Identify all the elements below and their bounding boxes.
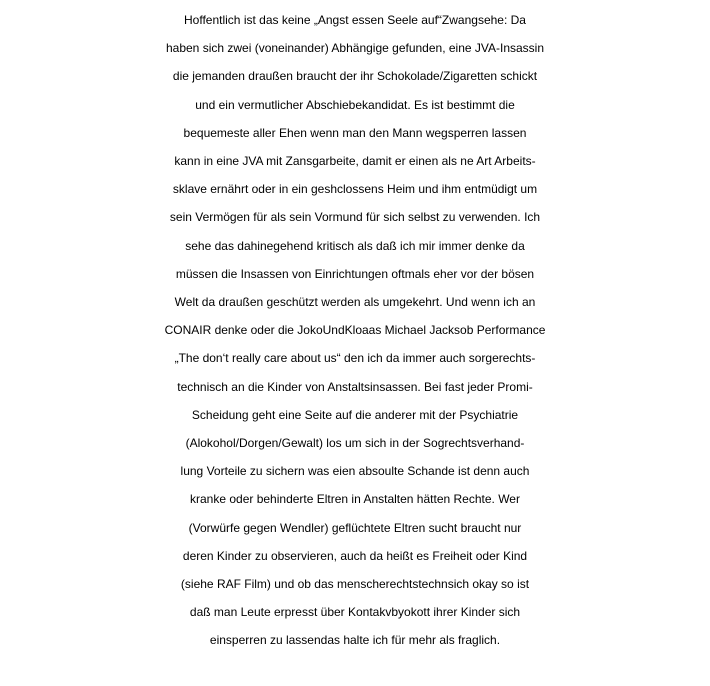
text-line: „The don‘t really care about us“ den ich da immer auch sorgerechts- xyxy=(174,351,536,366)
text-line: daß man Leute erpresst über Kontakvbyokott ihrer Kinder sich xyxy=(189,605,521,620)
text-line: kranke oder behinderte Eltren in Anstalten hätten Rechte. Wer xyxy=(190,492,520,507)
text-line: kann in eine JVA mit Zansgarbeite, damit er einen als ne Art Arbeits- xyxy=(174,154,536,169)
text-line: haben sich zwei (voneinander) Abhängige gefunden, eine JVA-Insassin xyxy=(165,41,545,56)
text-line: Scheidung geht eine Seite auf die anderer mit der Psychiatrie xyxy=(191,407,519,422)
text-line: sehe das dahinegehend kritisch als daß ich mir immer denke da xyxy=(185,238,525,253)
text-line: einsperren zu lassendas halte ich für mehr als fraglich. xyxy=(209,633,501,648)
text-line: die jemanden draußen braucht der ihr Schokolade/Zigaretten schickt xyxy=(172,69,538,84)
text-line: sein Vermögen für als sein Vormund für sich selbst zu verwenden. Ich xyxy=(169,210,541,225)
text-line: (Vorwürfe gegen Wendler) geflüchtete Eltren sucht braucht nur xyxy=(188,520,522,535)
text-line: (siehe RAF Film) und ob das menscherechtstechnsich okay so ist xyxy=(180,577,530,592)
text-line: Welt da draußen geschützt werden als umgekehrt. Und wenn ich an xyxy=(174,295,536,310)
text-line: CONAIR denke oder die JokoUndKloaas Michael Jacksob Performance xyxy=(164,323,546,338)
text-line: bequemeste aller Ehen wenn man den Mann wegsperren lassen xyxy=(183,125,527,140)
text-line: und ein vermutlicher Abschiebekandidat. Es ist bestimmt die xyxy=(195,97,515,112)
text-line: technisch an die Kinder von Anstaltsinsassen. Bei fast jeder Promi- xyxy=(177,379,533,394)
text-line: lung Vorteile zu sichern was eien absoulte Schande ist denn auch xyxy=(180,464,530,479)
text-line: (Alokohol/Dorgen/Gewalt) los um sich in der Sogrechtsverhand- xyxy=(185,436,525,451)
text-line: deren Kinder zu observieren, auch da heißt es Freiheit oder Kind xyxy=(182,548,528,563)
text-line: müssen die Insassen von Einrichtungen oftmals eher vor der bösen xyxy=(175,266,535,281)
text-line: sklave ernährt oder in ein geshclossens Heim und ihm entmüdigt um xyxy=(172,182,538,197)
text-line: Hoffentlich ist das keine „Angst essen Seele auf“Zwangsehe: Da xyxy=(184,13,526,27)
